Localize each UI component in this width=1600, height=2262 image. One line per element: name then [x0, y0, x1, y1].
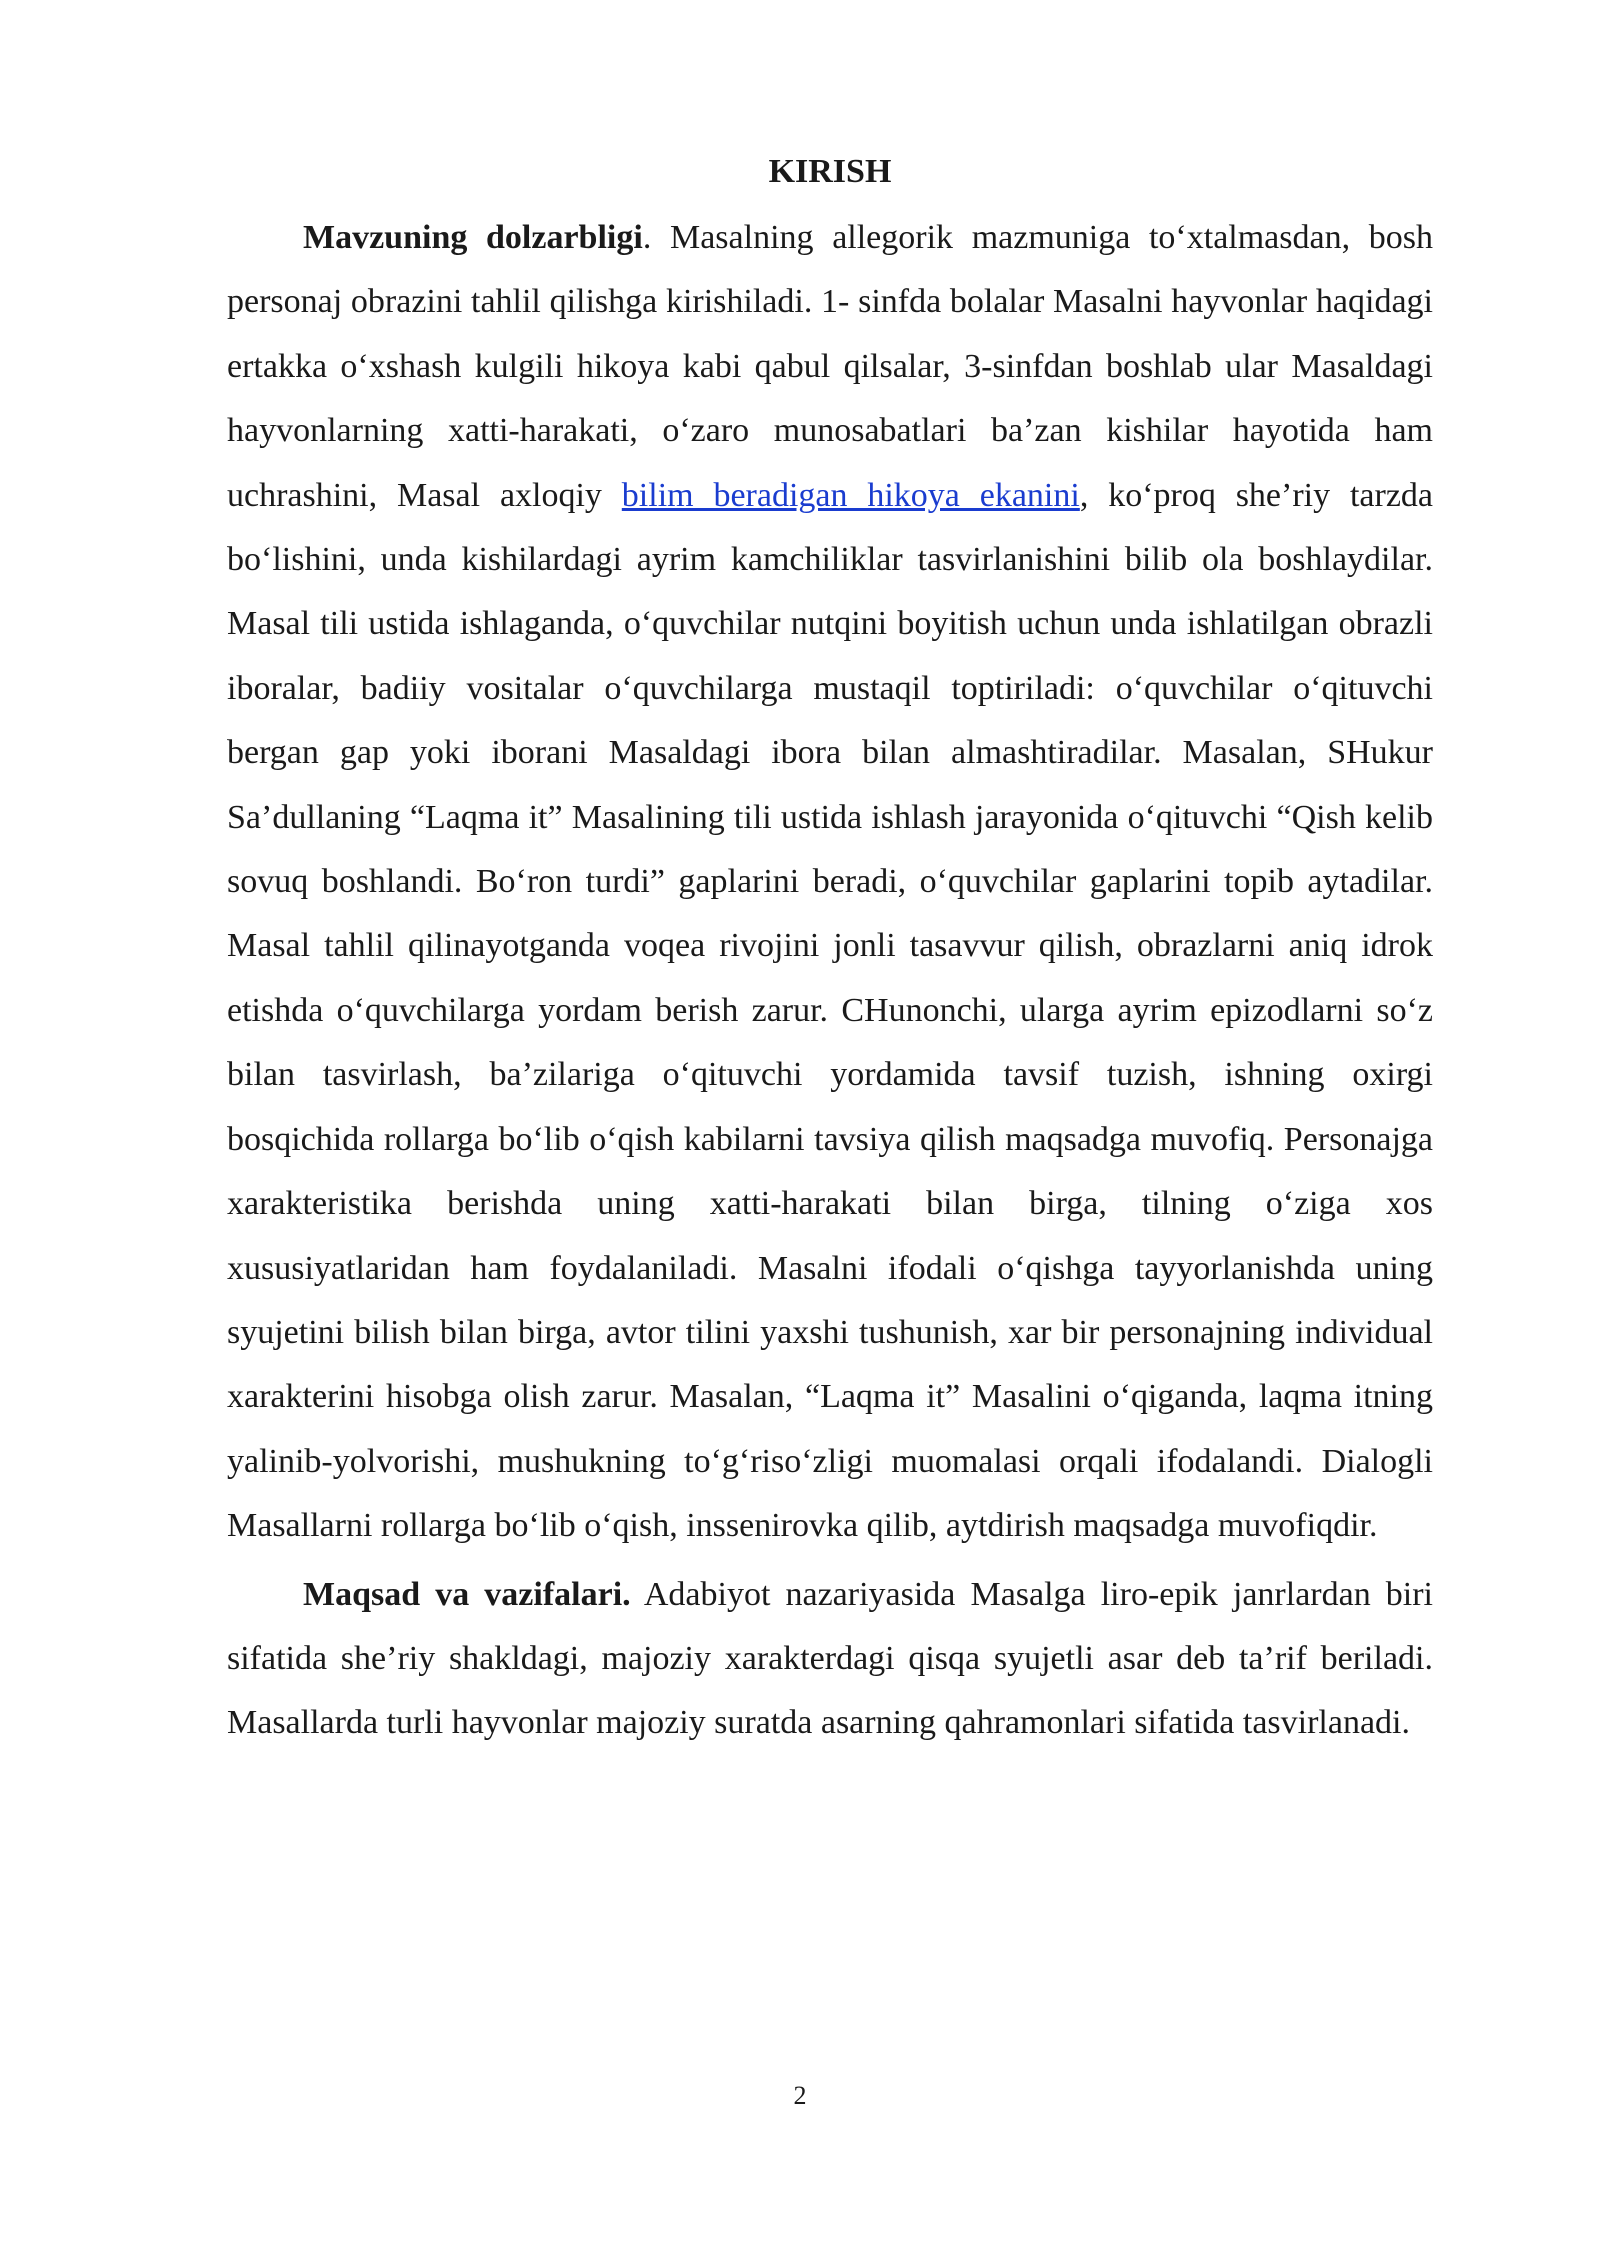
- section-heading-relevance: Mavzuning dolzarbligi: [303, 219, 643, 256]
- paragraph-text: Masalning allegorik mazmuniga to‘xtalmasdan, bosh personaj obrazini tahlil qilishga kirishiladi. 1- sinfda bolalar Masalni hayvonlar haqidagi ertakka o‘xshash kulgili hikoya kabi qabul qilsalar, 3-sinfdan boshlab ular Masaldagi hayvonlarning xatti-harakati, o‘zaro munosabatlari ba’zan kishilar hayotida ham uchrashini, Masal axloqiy: [227, 219, 1433, 514]
- paragraph-text: Adabiyot nazariyasida Masalga liro-epik janrlardan biri sifatida she’riy shakldagi, majoziy xarakterdagi qisqa syujetli asar deb ta’rif beriladi. Masallarda turli hayvonlar majoziy suratda asarning qahramonlari sifatida tasvirlanadi.: [227, 1575, 1434, 1742]
- page-title: KIRISH: [768, 153, 892, 190]
- paragraph-goals: [227, 1563, 1433, 1756]
- section-heading-goals: Maqsad va vazifalari.: [303, 1575, 631, 1613]
- document-page: [227, 140, 1433, 1756]
- paragraph-relevance: [227, 206, 1433, 1559]
- page-number: 2: [793, 2081, 807, 2110]
- section-heading-relevance-period: .: [642, 219, 652, 256]
- hyperlink[interactable]: bilim beradigan hikoya ekanini: [621, 476, 1080, 514]
- paragraph-text: , ko‘proq she’riy tarzda bo‘lishini, unda kishilardagi ayrim kamchiliklar tasvirlanishini bilib ola boshlaydilar. Masal tili ustida ishlaganda, o‘quvchilar nutqini boyitish uchun unda ishlatilgan obrazli iboralar, badiiy vositalar o‘quvchilarga mustaqil toptiriladi: o‘quvchilar o‘qituvchi bergan gap yoki iborani Masaldagi ibora bilan almashtiradilar. Masalan, SHukur Sa’dullaning “Laqma it” Masalining tili ustida ishlash jarayonida o‘qituvchi “Qish kelib sovuq boshlandi. Bo‘ron turdi” gaplarini beradi, o‘quvchilar gaplarini topib aytadilar. Masal tahlil qilinayotganda voqea rivojini jonli tasavvur qilish, obrazlarni aniq idrok etishda o‘quvchilarga yordam berish zarur. CHunonchi, ularga ayrim epizodlarni so‘z bilan tasvirlash, ba’zilariga o‘qituvchi yordamida tavsif tuzish, ishning oxirgi bosqichida rollarga bo‘lib o‘qish kabilarni tavsiya qilish maqsadga muvofiq. Personajga xarakteristika berishda uning xatti-harakati bilan birga, tilning o‘ziga xos xususiyatlaridan ham foydalaniladi. Masalni ifodali o‘qishga tayyorlanishda uning syujetini bilish bilan birga, avtor tilini yaxshi tushunish, xar bir personajning individual xarakterini hisobga olish zarur. Masalan, “Laqma it” Masalini o‘qiganda, laqma itning yalinib-yolvorishi, mushukning to‘g‘riso‘zligi muomalasi orqali ifodalandi. Dialogli Masallarni rollarga bo‘lib o‘qish, inssenirovka qilib, aytdirish maqsadga muvofiqdir.: [227, 476, 1434, 1545]
